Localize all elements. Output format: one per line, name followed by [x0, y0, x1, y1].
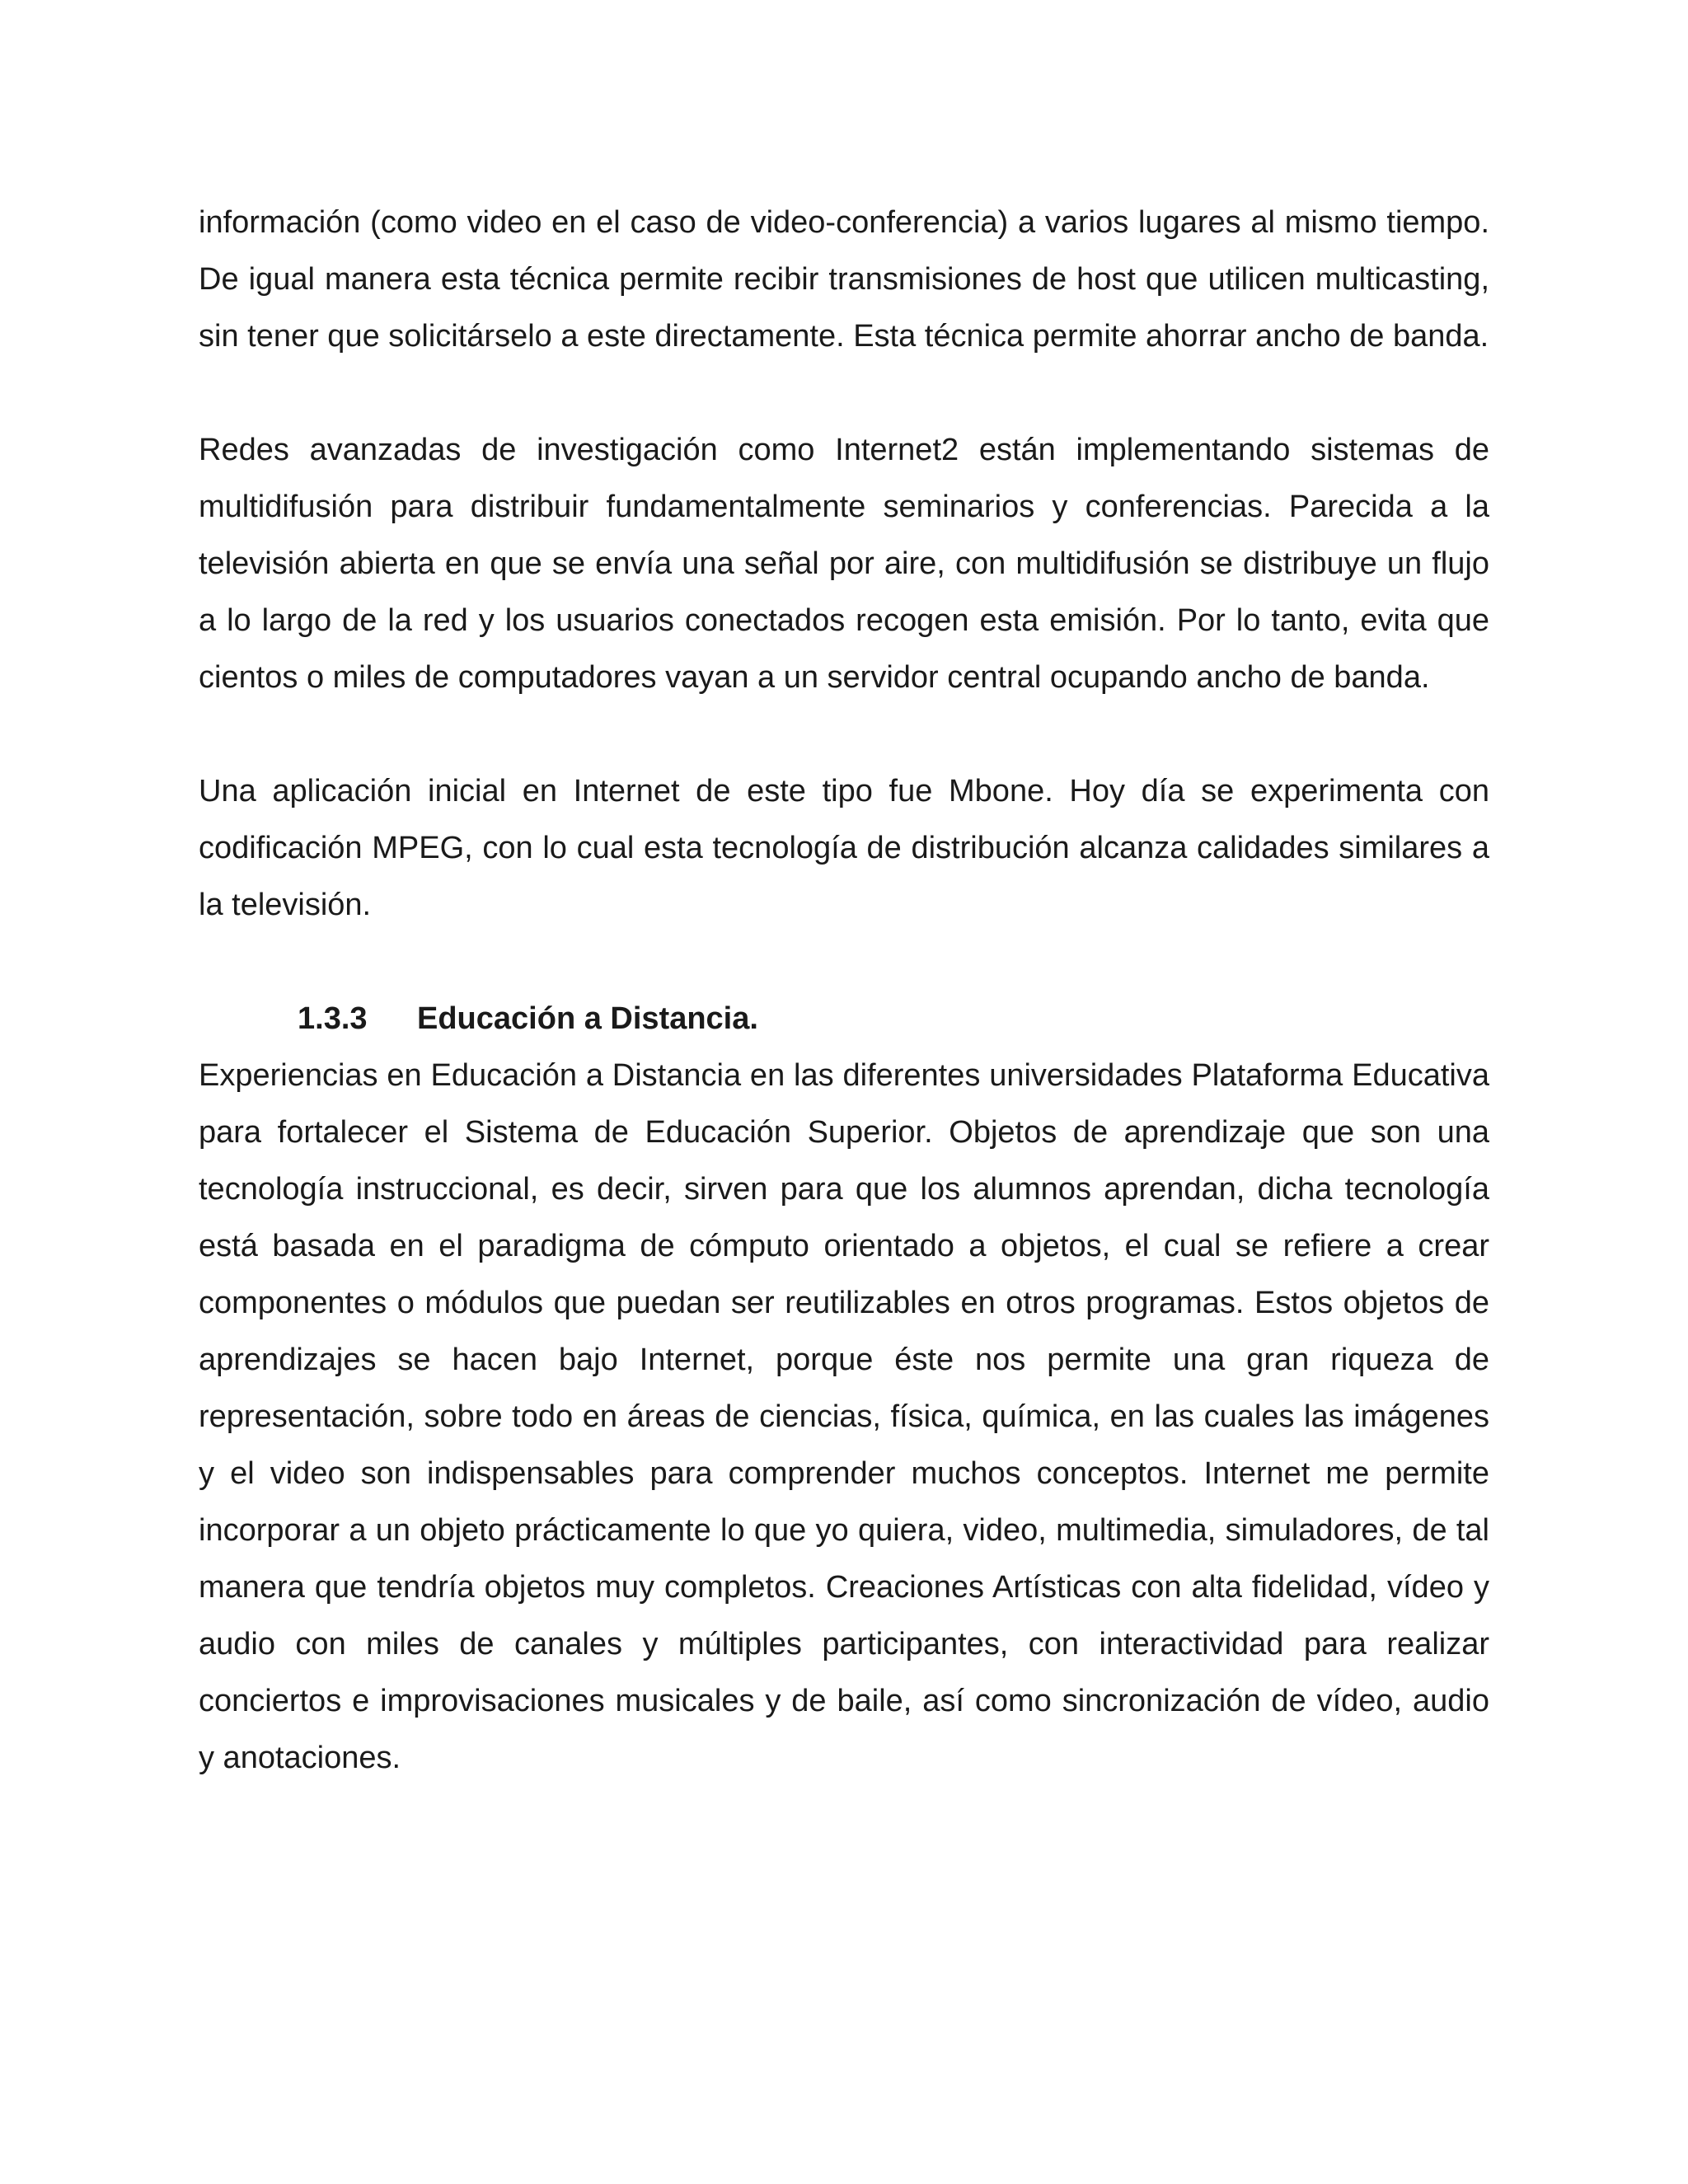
paragraph-multicasting: información (como video en el caso de video-conferencia) a varios lugares al mismo tiempo. De igual manera esta técnica permite recibir transmisiones de host que utilicen multicasting, sin tener que solicitárselo a este directamente. Esta técnica permite ahorrar ancho de banda.: [199, 205, 1489, 354]
paragraph-educacion-distancia: Experiencias en Educación a Distancia en las diferentes universidades Plataforma Educativa para fortalecer el Sistema de Educación Superior. Objetos de aprendizaje que son una tecnología instruccional, es decir, sirven para que los alumnos aprendan, dicha tecnología está basada en el paradigma de cómputo orientado a objetos, el cual se refiere a crear componentes o módulos que puedan ser reutilizables en otros programas. Estos objetos de aprendizajes se hacen bajo Internet, porque éste nos permite una gran riqueza de representación, sobre todo en áreas de ciencias, física, química, en las cuales las imágenes y el video son indispensables para comprender muchos conceptos. Internet me permite incorporar a un objeto prácticamente lo que yo quiera, video, multimedia, simuladores, de tal manera que tendría objetos muy completos. Creaciones Artísticas con alta fidelidad, vídeo y audio con miles de canales y múltiples participantes, con interactividad para realizar conciertos e improvisaciones musicales y de baile, así como sincronización de vídeo, audio y anotaciones.: [199, 1058, 1489, 1775]
section-heading: [199, 991, 1489, 1047]
paragraph-internet2: Redes avanzadas de investigación como Internet2 están implementando sistemas de multidifusión para distribuir fundamentalmente seminarios y conferencias. Parecida a la televisión abierta en que se envía una señal por aire, con multidifusión se distribuye un flujo a lo largo de la red y los usuarios conectados recogen esta emisión. Por lo tanto, evita que cientos o miles de computadores vayan a un servidor central ocupando ancho de banda.: [199, 433, 1489, 695]
section-title: Educación a Distancia.: [417, 1001, 758, 1036]
section-number: 1.3.3: [298, 1001, 368, 1036]
paragraph-mbone: Una aplicación inicial en Internet de este tipo fue Mbone. Hoy día se experimenta con codificación MPEG, con lo cual esta tecnología de distribución alcanza calidades similares a la televisión.: [199, 774, 1489, 922]
document-page: [199, 194, 1489, 1787]
